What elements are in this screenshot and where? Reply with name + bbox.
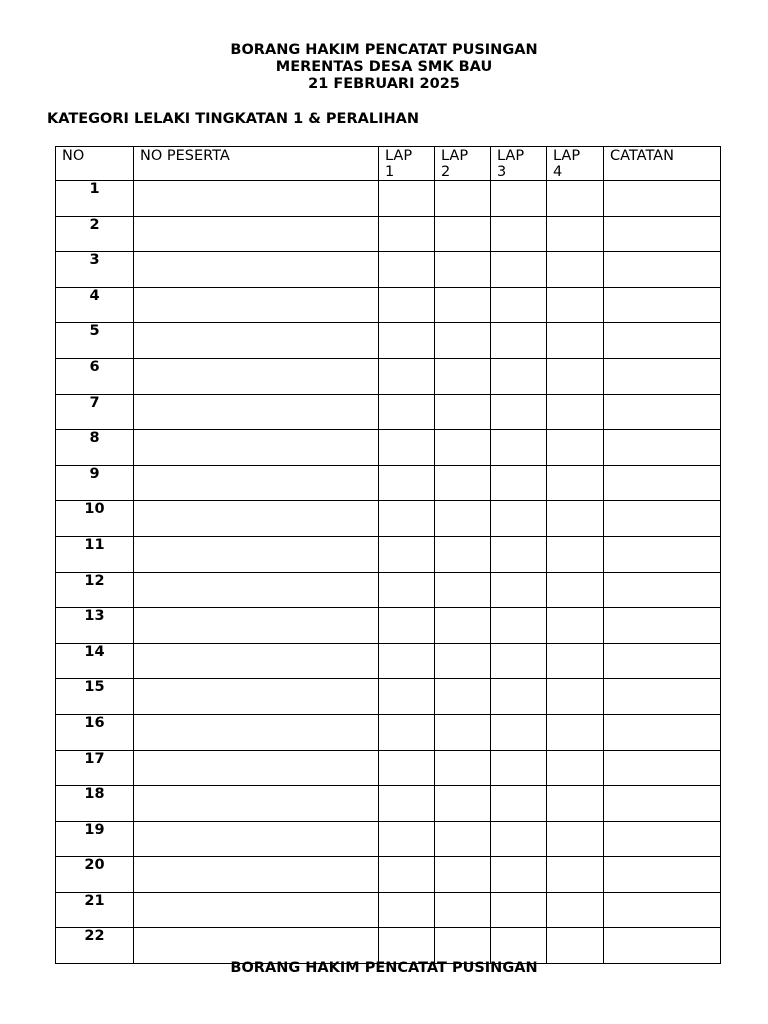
header-lap-2-number: 2 bbox=[441, 164, 451, 180]
header-lap-3-number: 3 bbox=[497, 164, 507, 180]
lap-2-cell[interactable] bbox=[435, 572, 491, 608]
lap-3-cell[interactable] bbox=[491, 216, 547, 252]
lap-4-cell[interactable] bbox=[547, 465, 604, 501]
no-peserta-cell[interactable] bbox=[134, 536, 379, 572]
table-row bbox=[56, 181, 721, 217]
catatan-cell[interactable] bbox=[604, 786, 721, 822]
lap-4-cell[interactable] bbox=[547, 430, 604, 466]
header-event: MERENTAS DESA SMK BAU bbox=[275, 59, 493, 75]
lap-1-cell[interactable] bbox=[379, 714, 435, 750]
no-peserta-cell[interactable] bbox=[134, 608, 379, 644]
row-number-cell bbox=[56, 216, 134, 252]
lap-4-cell[interactable] bbox=[547, 892, 604, 928]
category-label: KATEGORI LELAKI TINGKATAN 1 & PERALIHAN bbox=[47, 111, 419, 127]
lap-1-cell[interactable] bbox=[379, 572, 435, 608]
row-number: 12 bbox=[84, 572, 105, 589]
lap-4-cell[interactable] bbox=[547, 536, 604, 572]
lap-1-cell[interactable] bbox=[379, 394, 435, 430]
row-number: 14 bbox=[84, 643, 105, 660]
lap-4-cell[interactable] bbox=[547, 679, 604, 715]
table-row bbox=[56, 821, 721, 857]
lap-1-cell[interactable] bbox=[379, 750, 435, 786]
lap-1-cell[interactable] bbox=[379, 786, 435, 822]
lap-record-table bbox=[55, 146, 721, 964]
row-number: 20 bbox=[84, 857, 105, 874]
lap-2-cell[interactable] bbox=[435, 857, 491, 893]
row-number-cell bbox=[56, 608, 134, 644]
lap-2-cell[interactable] bbox=[435, 750, 491, 786]
lap-3-cell[interactable] bbox=[491, 536, 547, 572]
no-peserta-cell[interactable] bbox=[134, 216, 379, 252]
lap-1-cell[interactable] bbox=[379, 608, 435, 644]
row-number: 17 bbox=[84, 750, 105, 767]
catatan-cell[interactable] bbox=[604, 679, 721, 715]
table-row bbox=[56, 572, 721, 608]
lap-3-cell[interactable] bbox=[491, 679, 547, 715]
header-lap-3 bbox=[491, 147, 547, 181]
row-number-cell bbox=[56, 821, 134, 857]
no-peserta-cell[interactable] bbox=[134, 892, 379, 928]
lap-1-cell[interactable] bbox=[379, 465, 435, 501]
catatan-cell[interactable] bbox=[604, 323, 721, 359]
table-row bbox=[56, 465, 721, 501]
lap-4-cell[interactable] bbox=[547, 608, 604, 644]
lap-4-cell[interactable] bbox=[547, 394, 604, 430]
table-row bbox=[56, 643, 721, 679]
lap-3-cell[interactable] bbox=[491, 394, 547, 430]
table-row bbox=[56, 394, 721, 430]
no-peserta-cell[interactable] bbox=[134, 501, 379, 537]
catatan-cell[interactable] bbox=[604, 821, 721, 857]
document-footer: BORANG HAKIM PENCATAT PUSINGAN bbox=[230, 960, 538, 976]
table-row bbox=[56, 536, 721, 572]
no-peserta-cell[interactable] bbox=[134, 857, 379, 893]
no-peserta-cell[interactable] bbox=[134, 750, 379, 786]
no-peserta-cell[interactable] bbox=[134, 287, 379, 323]
row-number: 5 bbox=[89, 323, 100, 340]
lap-3-cell[interactable] bbox=[491, 608, 547, 644]
row-number: 4 bbox=[89, 287, 100, 304]
row-number-cell bbox=[56, 430, 134, 466]
catatan-cell[interactable] bbox=[604, 358, 721, 394]
row-number-cell bbox=[56, 358, 134, 394]
lap-4-cell[interactable] bbox=[547, 287, 604, 323]
lap-2-cell[interactable] bbox=[435, 714, 491, 750]
catatan-cell[interactable] bbox=[604, 536, 721, 572]
lap-4-cell[interactable] bbox=[547, 323, 604, 359]
lap-2-cell[interactable] bbox=[435, 465, 491, 501]
row-number-cell bbox=[56, 892, 134, 928]
header-title: BORANG HAKIM PENCATAT PUSINGAN bbox=[230, 42, 538, 58]
catatan-cell[interactable] bbox=[604, 216, 721, 252]
catatan-cell[interactable] bbox=[604, 394, 721, 430]
row-number-cell bbox=[56, 857, 134, 893]
catatan-cell[interactable] bbox=[604, 857, 721, 893]
header-lap-2 bbox=[435, 147, 491, 181]
lap-3-cell[interactable] bbox=[491, 821, 547, 857]
lap-4-cell[interactable] bbox=[547, 750, 604, 786]
no-peserta-cell[interactable] bbox=[134, 572, 379, 608]
catatan-cell[interactable] bbox=[604, 501, 721, 537]
table-row bbox=[56, 216, 721, 252]
lap-1-cell[interactable] bbox=[379, 501, 435, 537]
table-row bbox=[56, 501, 721, 537]
lap-3-cell[interactable] bbox=[491, 181, 547, 217]
lap-1-cell[interactable] bbox=[379, 252, 435, 288]
lap-2-cell[interactable] bbox=[435, 501, 491, 537]
lap-3-cell[interactable] bbox=[491, 323, 547, 359]
no-peserta-cell[interactable] bbox=[134, 430, 379, 466]
lap-1-cell[interactable] bbox=[379, 430, 435, 466]
catatan-cell[interactable] bbox=[604, 252, 721, 288]
header-no: NO bbox=[56, 147, 134, 181]
row-number-cell bbox=[56, 323, 134, 359]
catatan-cell[interactable] bbox=[604, 465, 721, 501]
row-number-cell bbox=[56, 465, 134, 501]
header-date: 21 FEBRUARI 2025 bbox=[308, 76, 460, 92]
header-lap-3-word: LAP bbox=[497, 148, 525, 164]
catatan-cell[interactable] bbox=[604, 287, 721, 323]
lap-1-cell[interactable] bbox=[379, 821, 435, 857]
table-row bbox=[56, 714, 721, 750]
lap-2-cell[interactable] bbox=[435, 679, 491, 715]
no-peserta-cell[interactable] bbox=[134, 465, 379, 501]
lap-1-cell[interactable] bbox=[379, 287, 435, 323]
header-no-peserta: NO PESERTA bbox=[134, 147, 379, 181]
no-peserta-cell[interactable] bbox=[134, 358, 379, 394]
row-number-cell bbox=[56, 252, 134, 288]
lap-3-cell[interactable] bbox=[491, 430, 547, 466]
header-lap-1-number: 1 bbox=[385, 164, 395, 180]
table-row bbox=[56, 750, 721, 786]
lap-2-cell[interactable] bbox=[435, 358, 491, 394]
table-row bbox=[56, 608, 721, 644]
lap-4-cell[interactable] bbox=[547, 572, 604, 608]
catatan-cell[interactable] bbox=[604, 430, 721, 466]
row-number: 19 bbox=[84, 821, 105, 838]
lap-3-cell[interactable] bbox=[491, 465, 547, 501]
row-number: 11 bbox=[84, 536, 105, 553]
lap-2-cell[interactable] bbox=[435, 394, 491, 430]
no-peserta-cell[interactable] bbox=[134, 679, 379, 715]
lap-2-cell[interactable] bbox=[435, 181, 491, 217]
lap-3-cell[interactable] bbox=[491, 358, 547, 394]
no-peserta-cell[interactable] bbox=[134, 394, 379, 430]
lap-2-cell[interactable] bbox=[435, 786, 491, 822]
catatan-cell[interactable] bbox=[604, 572, 721, 608]
lap-2-cell[interactable] bbox=[435, 608, 491, 644]
lap-3-cell[interactable] bbox=[491, 786, 547, 822]
lap-2-cell[interactable] bbox=[435, 536, 491, 572]
lap-4-cell[interactable] bbox=[547, 857, 604, 893]
lap-2-cell[interactable] bbox=[435, 323, 491, 359]
row-number: 15 bbox=[84, 679, 105, 696]
lap-1-cell[interactable] bbox=[379, 358, 435, 394]
row-number: 13 bbox=[84, 608, 105, 625]
row-number-cell bbox=[56, 181, 134, 217]
no-peserta-cell[interactable] bbox=[134, 714, 379, 750]
lap-1-cell[interactable] bbox=[379, 323, 435, 359]
lap-3-cell[interactable] bbox=[491, 572, 547, 608]
catatan-cell[interactable] bbox=[604, 714, 721, 750]
row-number: 16 bbox=[84, 714, 105, 731]
no-peserta-cell[interactable] bbox=[134, 786, 379, 822]
table-row bbox=[56, 358, 721, 394]
header-catatan: CATATAN bbox=[604, 147, 721, 181]
lap-4-cell[interactable] bbox=[547, 714, 604, 750]
row-number: 6 bbox=[89, 358, 100, 375]
lap-1-cell[interactable] bbox=[379, 892, 435, 928]
lap-4-cell[interactable] bbox=[547, 181, 604, 217]
no-peserta-cell[interactable] bbox=[134, 323, 379, 359]
lap-3-cell[interactable] bbox=[491, 287, 547, 323]
lap-4-cell[interactable] bbox=[547, 358, 604, 394]
catatan-cell[interactable] bbox=[604, 750, 721, 786]
lap-2-cell[interactable] bbox=[435, 430, 491, 466]
table-row bbox=[56, 430, 721, 466]
catatan-cell[interactable] bbox=[604, 181, 721, 217]
table-row bbox=[56, 857, 721, 893]
lap-3-cell[interactable] bbox=[491, 892, 547, 928]
lap-4-cell[interactable] bbox=[547, 501, 604, 537]
lap-1-cell[interactable] bbox=[379, 181, 435, 217]
lap-2-cell[interactable] bbox=[435, 821, 491, 857]
lap-1-cell[interactable] bbox=[379, 536, 435, 572]
row-number-cell bbox=[56, 572, 134, 608]
row-number: 8 bbox=[89, 430, 100, 447]
catatan-cell[interactable] bbox=[604, 608, 721, 644]
lap-3-cell[interactable] bbox=[491, 501, 547, 537]
row-number-cell bbox=[56, 750, 134, 786]
lap-3-cell[interactable] bbox=[491, 643, 547, 679]
table-row bbox=[56, 786, 721, 822]
row-number-cell bbox=[56, 536, 134, 572]
lap-4-cell[interactable] bbox=[547, 216, 604, 252]
lap-1-cell[interactable] bbox=[379, 643, 435, 679]
row-number: 22 bbox=[84, 928, 105, 945]
table-row bbox=[56, 679, 721, 715]
lap-1-cell[interactable] bbox=[379, 216, 435, 252]
lap-3-cell[interactable] bbox=[491, 750, 547, 786]
row-number-cell bbox=[56, 679, 134, 715]
lap-2-cell[interactable] bbox=[435, 892, 491, 928]
no-peserta-cell[interactable] bbox=[134, 643, 379, 679]
catatan-cell[interactable] bbox=[604, 892, 721, 928]
header-lap-1-word: LAP bbox=[385, 148, 413, 164]
header-lap-4 bbox=[547, 147, 604, 181]
header-lap-4-word: LAP bbox=[553, 148, 581, 164]
row-number-cell bbox=[56, 394, 134, 430]
no-peserta-cell[interactable] bbox=[134, 252, 379, 288]
lap-2-cell[interactable] bbox=[435, 252, 491, 288]
lap-3-cell[interactable] bbox=[491, 252, 547, 288]
row-number: 10 bbox=[84, 501, 105, 518]
row-number-cell bbox=[56, 714, 134, 750]
lap-4-cell[interactable] bbox=[547, 252, 604, 288]
document-header bbox=[0, 42, 768, 93]
table-row bbox=[56, 892, 721, 928]
lap-3-cell[interactable] bbox=[491, 857, 547, 893]
lap-2-cell[interactable] bbox=[435, 643, 491, 679]
header-lap-1 bbox=[379, 147, 435, 181]
no-peserta-cell[interactable] bbox=[134, 821, 379, 857]
table-row bbox=[56, 252, 721, 288]
lap-4-cell[interactable] bbox=[547, 821, 604, 857]
row-number: 1 bbox=[89, 181, 100, 197]
row-number-cell bbox=[56, 287, 134, 323]
row-number-cell bbox=[56, 786, 134, 822]
header-lap-4-number: 4 bbox=[553, 164, 563, 180]
lap-2-cell[interactable] bbox=[435, 287, 491, 323]
header-lap-2-word: LAP bbox=[441, 148, 469, 164]
lap-4-cell[interactable] bbox=[547, 643, 604, 679]
lap-3-cell[interactable] bbox=[491, 714, 547, 750]
row-number: 3 bbox=[89, 252, 100, 269]
table-row bbox=[56, 287, 721, 323]
catatan-cell[interactable] bbox=[604, 643, 721, 679]
row-number: 9 bbox=[89, 465, 100, 482]
lap-4-cell[interactable] bbox=[547, 786, 604, 822]
lap-2-cell[interactable] bbox=[435, 216, 491, 252]
no-peserta-cell[interactable] bbox=[134, 181, 379, 217]
lap-1-cell[interactable] bbox=[379, 679, 435, 715]
table-row bbox=[56, 323, 721, 359]
lap-1-cell[interactable] bbox=[379, 857, 435, 893]
row-number: 21 bbox=[84, 892, 105, 909]
row-number: 18 bbox=[84, 786, 105, 803]
row-number-cell bbox=[56, 501, 134, 537]
row-number: 2 bbox=[89, 216, 100, 233]
table-header-row bbox=[56, 147, 721, 181]
row-number: 7 bbox=[89, 394, 100, 411]
row-number-cell bbox=[56, 643, 134, 679]
